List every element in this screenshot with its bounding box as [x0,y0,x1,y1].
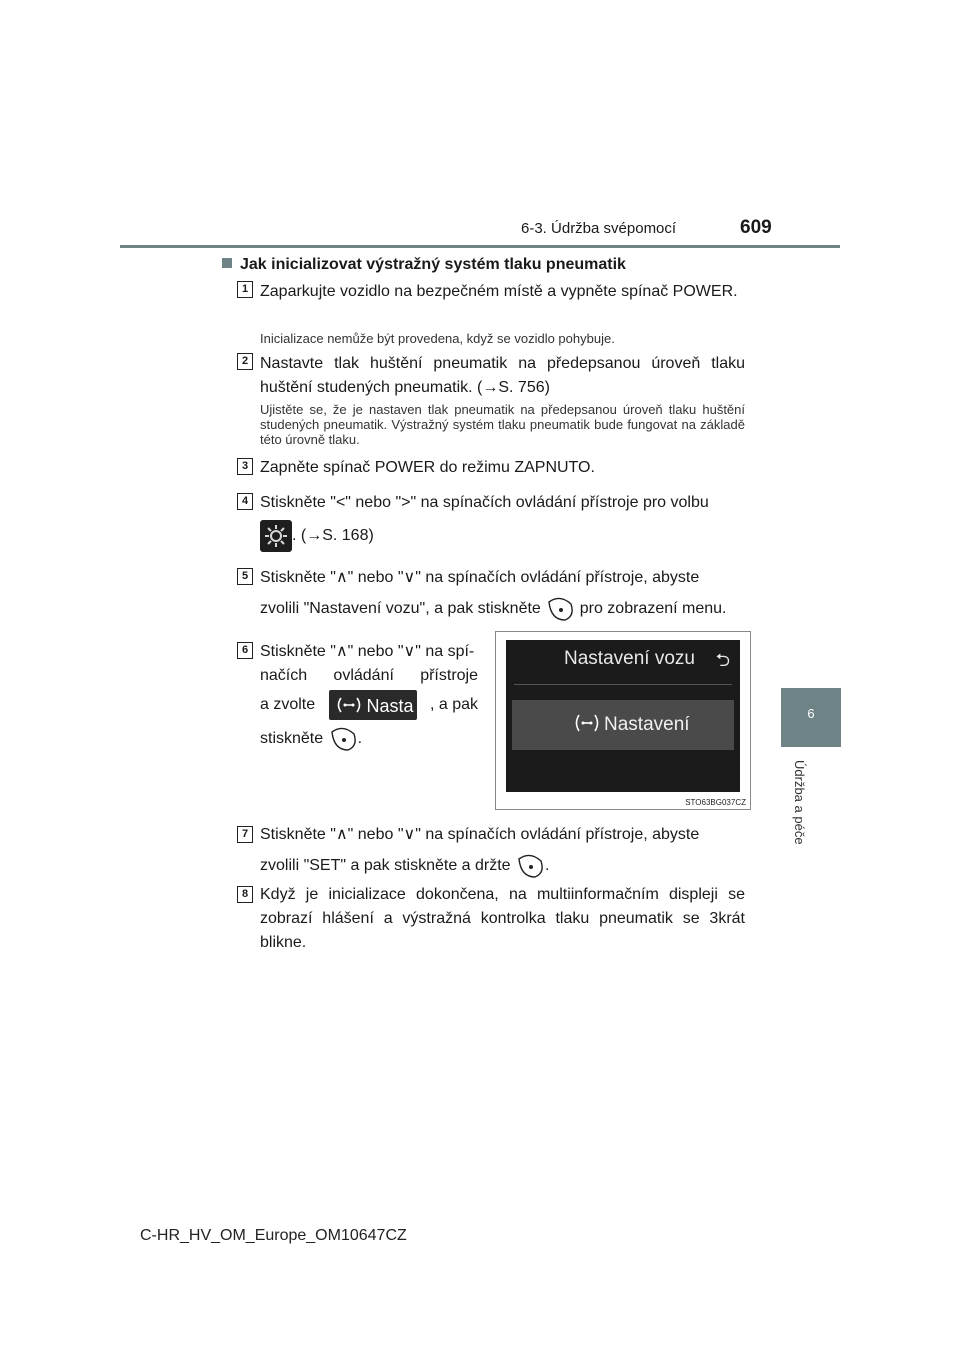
step-4-ref: . (→S. 168) [292,527,374,545]
tire-pressure-icon [574,713,600,733]
settings-gear-icon [260,520,292,552]
screen-menu-item [512,700,734,750]
step-6-line-4 [260,726,478,752]
multi-info-display [506,640,740,792]
step-5-text-c: pro zobrazení menu. [579,600,727,618]
step-3-text: Zapněte spínač POWER do režimu ZAPNUTO. [260,459,595,476]
step-number-6: 6 [237,642,253,659]
step-number-2: 2 [237,353,253,370]
tire-pressure-icon [335,696,363,714]
figure-code: STO63BG037CZ [685,798,746,807]
section-title: 6-3. Údržba svépomocí [521,220,677,237]
chapter-label: Údržba a péče [792,760,807,845]
settings-menu-chip [329,690,417,720]
step-5-text-b: zvolili "Nastavení vozu", a pak stiskněte [260,600,541,618]
step-7-line-1: Stiskněte "∧" nebo "∨" na spínačích ovládání přístroje, abyste [260,826,700,843]
step-6-text-e: stiskněte [260,730,324,748]
step-6-line-3 [260,690,478,720]
enter-button-icon [328,726,358,752]
header-rule [120,245,840,248]
step-4-line-1: Stiskněte "<" nebo ">" na spínačích ovládání přístroje pro volbu [260,494,709,511]
step-number-4: 4 [237,493,253,510]
display-illustration [495,631,751,810]
step-number-3: 3 [237,458,253,475]
step-number-5: 5 [237,568,253,585]
step-6-text-c: a zvolte [260,696,316,713]
document-id: C-HR_HV_OM_Europe_OM10647CZ [140,1227,407,1244]
bullet-square-icon [222,258,232,268]
screen-title: Nastavení vozu [564,648,695,669]
step-1-note: Inicializace nemůže být provedena, když se vozidlo pohybuje. [260,331,615,346]
chip-label: Nasta [366,696,414,716]
step-6-line-1: Stiskněte "∧" nebo "∨" na spí- [260,643,475,660]
step-7-text-b: zvolili "SET" a pak stiskněte a držte [260,857,511,875]
page-number: 609 [740,217,772,238]
screen-divider [514,684,732,685]
step-6-text-d: , a pak [429,696,478,713]
step-7-line-2 [260,853,745,879]
screen-item-label: Nastavení [604,714,690,735]
step-6-line-2: načích ovládání přístroje [260,667,478,684]
chapter-tab: 6 [781,688,841,747]
back-icon: ⮌ [715,650,730,670]
step-8-text: Když je inicializace dokončena, na multiinformačním displeji se zobrazí hlášení a výstražná kontrolka tlaku pneumatik se 3krát blikne. [260,886,745,951]
step-7-text-c: . [545,857,550,875]
step-number-1: 1 [237,281,253,298]
step-5-line-2 [260,596,745,622]
procedure-title [222,256,626,274]
step-number-7: 7 [237,826,253,843]
enter-button-icon [515,853,545,879]
step-1-text: Zaparkujte vozidlo na bezpečném místě a vypněte spínač POWER. [260,283,738,300]
step-4-line-2 [260,520,745,552]
step-2-note: Ujistěte se, že je nastaven tlak pneumatik na předepsanou úroveň tlaku huštění studených pneumatik. Výstražný systém tlaku pneumatik bude fungovat na základě této úrovně tlaku. [260,402,745,447]
step-number-8: 8 [237,886,253,903]
procedure-title-text: Jak inicializovat výstražný systém tlaku pneumatik [240,256,626,273]
step-5-line-1: Stiskněte "∧" nebo "∨" na spínačích ovládání přístroje, abyste [260,569,700,586]
enter-button-icon [545,596,575,622]
step-2-text: Nastavte tlak huštění pneumatik na předepsanou úroveň tlaku huštění studených pneumatik. (→S. 756) [260,355,745,396]
step-6-text-f: . [357,730,363,748]
